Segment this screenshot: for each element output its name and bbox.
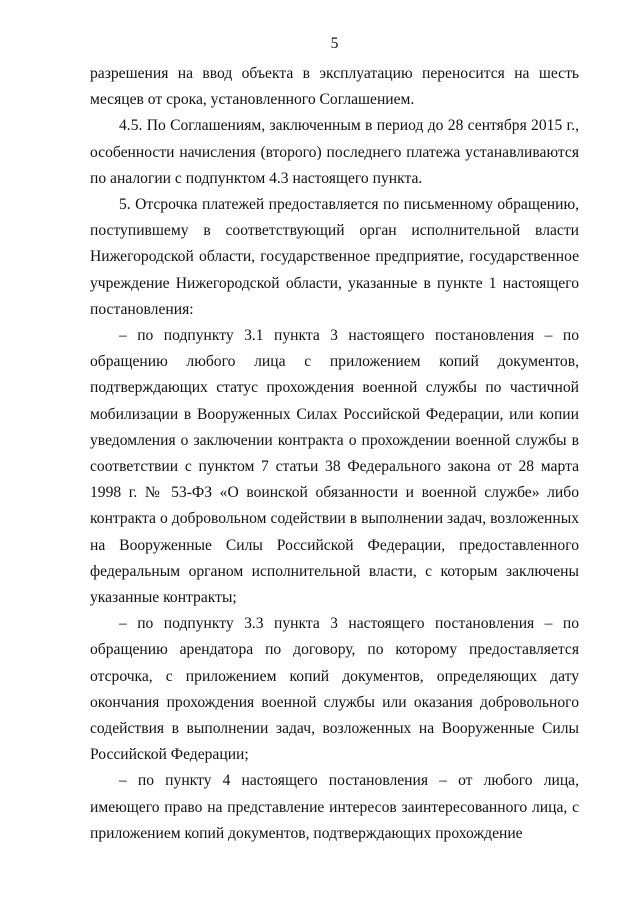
paragraph-subpoint-3-3: – по подпункту 3.3 пункта 3 настоящего постановления – по обращению арендатора по договору, по которому предоставляется отсрочка, с приложением копий документов, определяющих дату окончания прохождения военной службы или оказания добровольного содействия в выполнении задач, возложенных на Вооруженные Силы Российской Федерации; [90,615,579,764]
paragraph-5: 5. Отсрочка платежей предоставляется по письменному обращению, поступившему в соответствующий орган исполнительной власти Нижегородской области, государственное предприятие, государственное учреждение Нижегородской области, указанные в пункте 1 настоящего постановления: [90,196,579,318]
page-number: 5 [330,35,339,52]
paragraph-subpoint-3-1: – по подпункту 3.1 пункта 3 настоящего постановления – по обращению любого лица с приложением копий документов, подтверждающих статус прохождения военной службы по частичной мобилизации в Вооруженных Силах Российской Федерации, или копии уведомления о заключении контракта о прохождении военной службы в соответствии с пунктом 7 статьи 38 Федерального закона от 28 марта 1998 г. № 53-ФЗ «О воинской обязанности и военной службе» либо контракта о добровольном содействии в выполнении задач, возложенных на Вооруженные Силы Российской Федерации, предоставленного федеральным органом исполнительной власти, с которым заключены указанные контракты; [90,327,579,607]
document-body [90,61,579,847]
paragraph-continuation: разрешения на ввод объекта в эксплуатацию переносится на шесть месяцев от срока, установленного Соглашением. [90,65,579,109]
paragraph-4-5: 4.5. По Соглашениям, заключенным в период до 28 сентября 2015 г., особенности начисления (второго) последнего платежа устанавливаются по аналогии с подпунктом 4.3 настоящего пункта. [90,117,579,187]
paragraph-point-4: – по пункту 4 настоящего постановления – от любого лица, имеющего право на представление интересов заинтересованного лица, с приложением копий документов, подтверждающих прохождение [90,772,579,842]
